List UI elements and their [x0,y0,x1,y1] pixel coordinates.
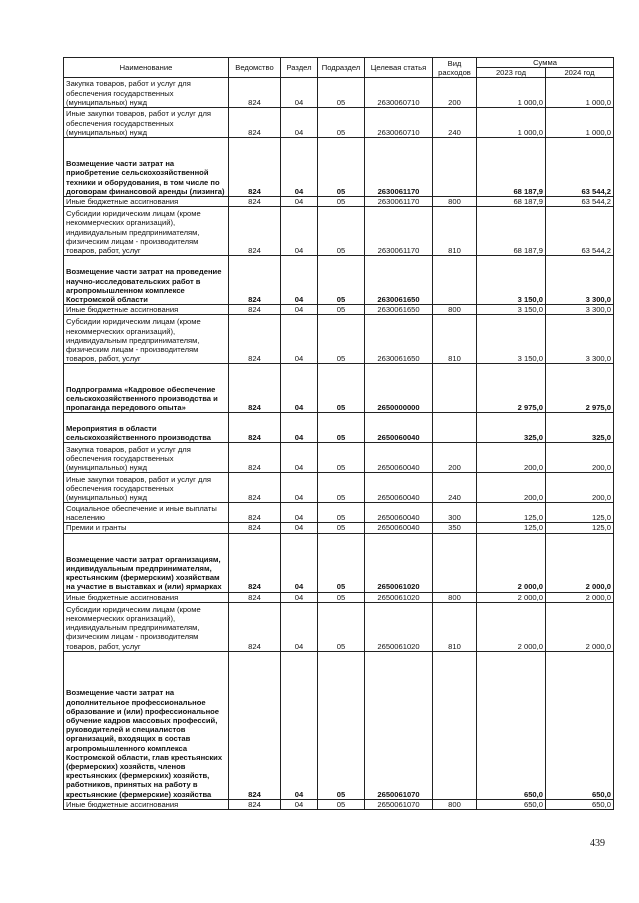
row-sum-2024: 63 544,2 [546,197,614,207]
row-vedomstvo: 824 [229,473,281,503]
header-expense-type: Вид расходов [433,58,477,78]
row-target-article: 2630061650 [365,256,433,305]
row-sum-2023: 68 187,9 [477,197,546,207]
row-razdel: 04 [281,197,318,207]
table-row [64,197,614,207]
row-podrazdel: 05 [318,108,365,138]
row-vedomstvo: 824 [229,799,281,809]
row-expense-type: 810 [433,315,477,364]
table-row [64,78,614,108]
budget-table [63,57,614,810]
row-expense-type: 200 [433,78,477,108]
row-expense-type [433,138,477,197]
row-name: Иные закупки товаров, работ и услуг для обеспечения государственных (муниципальных) нужд [64,473,229,503]
row-target-article: 2630061170 [365,207,433,256]
row-razdel: 04 [281,305,318,315]
row-sum-2024: 3 300,0 [546,315,614,364]
row-target-article: 2630060710 [365,108,433,138]
row-vedomstvo: 824 [229,78,281,108]
row-sum-2024: 2 000,0 [546,592,614,602]
table-row [64,602,614,651]
row-target-article: 2650061020 [365,533,433,592]
row-podrazdel: 05 [318,473,365,503]
row-name: Возмещение части затрат на дополнительное профессиональное образование и (или) профессиональное обучение кадров массовых профессий, руководителей и специалистов организаций, входящих в состав агропромышленного комплекса Костромской области, глав крестьянских (фермерских) хозяйств, членов крестьянских (фермерских) хозяйств, работников, принятых на работу в крестьянские (фермерские) хозяйства [64,651,229,799]
row-razdel: 04 [281,108,318,138]
row-podrazdel: 05 [318,799,365,809]
row-vedomstvo: 824 [229,443,281,473]
row-podrazdel: 05 [318,138,365,197]
table-row [64,256,614,305]
row-razdel: 04 [281,592,318,602]
row-podrazdel: 05 [318,78,365,108]
row-vedomstvo: 824 [229,197,281,207]
row-sum-2024: 125,0 [546,503,614,523]
header-razdel: Раздел [281,58,318,78]
row-razdel: 04 [281,364,318,413]
table-row [64,364,614,413]
table-row [64,523,614,533]
row-razdel: 04 [281,315,318,364]
row-name: Возмещение части затрат на проведение научно-исследовательских работ в агропромышленном комплексе Костромской области [64,256,229,305]
row-sum-2024: 1 000,0 [546,78,614,108]
row-vedomstvo: 824 [229,503,281,523]
row-expense-type: 800 [433,592,477,602]
row-sum-2023: 2 975,0 [477,364,546,413]
row-podrazdel: 05 [318,207,365,256]
row-sum-2024: 2 975,0 [546,364,614,413]
row-expense-type: 240 [433,473,477,503]
row-name: Иные закупки товаров, работ и услуг для обеспечения государственных (муниципальных) нужд [64,108,229,138]
table-row [64,533,614,592]
row-vedomstvo: 824 [229,602,281,651]
row-razdel: 04 [281,207,318,256]
row-name: Социальное обеспечение и иные выплаты населению [64,503,229,523]
row-razdel: 04 [281,256,318,305]
row-name: Иные бюджетные ассигнования [64,197,229,207]
row-sum-2024: 2 000,0 [546,602,614,651]
row-name: Субсидии юридическим лицам (кроме некоммерческих организаций), индивидуальным предпринимателям, физическим лицам - производителям товаров, работ, услуг [64,207,229,256]
row-target-article: 2630061170 [365,197,433,207]
row-name: Подпрограмма «Кадровое обеспечение сельскохозяйственного производства и пропаганда передового опыта» [64,364,229,413]
row-name: Субсидии юридическим лицам (кроме некоммерческих организаций), индивидуальным предпринимателям, физическим лицам - производителям товаров, работ, услуг [64,602,229,651]
row-razdel: 04 [281,78,318,108]
table-body [64,78,614,810]
row-expense-type [433,413,477,443]
row-sum-2023: 68 187,9 [477,138,546,197]
row-sum-2024: 325,0 [546,413,614,443]
row-podrazdel: 05 [318,592,365,602]
row-podrazdel: 05 [318,315,365,364]
row-target-article: 2630060710 [365,78,433,108]
row-sum-2024: 63 544,2 [546,207,614,256]
row-expense-type: 300 [433,503,477,523]
row-sum-2023: 1 000,0 [477,78,546,108]
row-vedomstvo: 824 [229,108,281,138]
table-row [64,473,614,503]
row-sum-2023: 125,0 [477,523,546,533]
header-sum: Сумма [477,58,614,68]
row-vedomstvo: 824 [229,315,281,364]
header-podrazdel: Подраздел [318,58,365,78]
row-target-article: 2630061650 [365,315,433,364]
row-razdel: 04 [281,523,318,533]
row-sum-2023: 2 000,0 [477,533,546,592]
row-name: Иные бюджетные ассигнования [64,592,229,602]
row-razdel: 04 [281,799,318,809]
row-sum-2024: 650,0 [546,651,614,799]
row-razdel: 04 [281,413,318,443]
row-name: Закупка товаров, работ и услуг для обеспечения государственных (муниципальных) нужд [64,443,229,473]
row-podrazdel: 05 [318,651,365,799]
row-target-article: 2650061070 [365,651,433,799]
table-row [64,443,614,473]
table-row [64,315,614,364]
row-podrazdel: 05 [318,443,365,473]
table-row [64,503,614,523]
table-row [64,413,614,443]
row-target-article: 2650060040 [365,443,433,473]
row-sum-2023: 3 150,0 [477,256,546,305]
row-podrazdel: 05 [318,533,365,592]
row-target-article: 2650061020 [365,602,433,651]
row-podrazdel: 05 [318,256,365,305]
row-sum-2024: 200,0 [546,443,614,473]
row-target-article: 2650060040 [365,413,433,443]
row-vedomstvo: 824 [229,364,281,413]
row-name: Иные бюджетные ассигнования [64,799,229,809]
row-expense-type: 240 [433,108,477,138]
row-sum-2023: 68 187,9 [477,207,546,256]
row-expense-type: 800 [433,799,477,809]
row-podrazdel: 05 [318,364,365,413]
row-target-article: 2650060040 [365,503,433,523]
table-row [64,651,614,799]
header-year-2024: 2024 год [546,68,614,78]
page-number: 439 [590,838,605,849]
row-expense-type: 800 [433,197,477,207]
header-name: Наименование [64,58,229,78]
row-target-article: 2650000000 [365,364,433,413]
row-sum-2024: 200,0 [546,473,614,503]
row-sum-2023: 200,0 [477,473,546,503]
row-vedomstvo: 824 [229,651,281,799]
row-podrazdel: 05 [318,602,365,651]
row-name: Иные бюджетные ассигнования [64,305,229,315]
row-expense-type: 200 [433,443,477,473]
row-expense-type [433,256,477,305]
row-vedomstvo: 824 [229,256,281,305]
row-sum-2023: 2 000,0 [477,592,546,602]
row-vedomstvo: 824 [229,138,281,197]
row-name: Возмещение части затрат на приобретение сельскохозяйственной техники и оборудования, в том числе по договорам финансовой аренды (лизинга) [64,138,229,197]
row-expense-type [433,651,477,799]
row-name: Субсидии юридическим лицам (кроме некоммерческих организаций), индивидуальным предпринимателям, физическим лицам - производителям товаров, работ, услуг [64,315,229,364]
table-row [64,799,614,809]
row-sum-2023: 650,0 [477,651,546,799]
row-vedomstvo: 824 [229,207,281,256]
table-header [64,58,614,78]
row-expense-type [433,364,477,413]
row-sum-2024: 125,0 [546,523,614,533]
row-sum-2024: 2 000,0 [546,533,614,592]
row-vedomstvo: 824 [229,305,281,315]
header-year-2023: 2023 год [477,68,546,78]
row-target-article: 2630061650 [365,305,433,315]
row-podrazdel: 05 [318,305,365,315]
row-sum-2024: 3 300,0 [546,256,614,305]
row-sum-2023: 2 000,0 [477,602,546,651]
row-razdel: 04 [281,138,318,197]
row-sum-2023: 325,0 [477,413,546,443]
row-razdel: 04 [281,651,318,799]
row-razdel: 04 [281,473,318,503]
row-target-article: 2650060040 [365,473,433,503]
row-podrazdel: 05 [318,503,365,523]
row-sum-2024: 63 544,2 [546,138,614,197]
row-podrazdel: 05 [318,413,365,443]
row-vedomstvo: 824 [229,592,281,602]
row-expense-type: 350 [433,523,477,533]
table-row [64,305,614,315]
row-podrazdel: 05 [318,197,365,207]
header-vedomstvo: Ведомство [229,58,281,78]
row-sum-2023: 3 150,0 [477,315,546,364]
header-target-article: Целевая статья [365,58,433,78]
row-sum-2024: 650,0 [546,799,614,809]
row-target-article: 2650061070 [365,799,433,809]
row-sum-2023: 125,0 [477,503,546,523]
row-name: Премии и гранты [64,523,229,533]
row-sum-2024: 3 300,0 [546,305,614,315]
row-name: Возмещение части затрат организациям, индивидуальным предпринимателям, крестьянским (фермерским) хозяйствам на участие в выставках и (или) ярмарках [64,533,229,592]
row-sum-2023: 1 000,0 [477,108,546,138]
row-podrazdel: 05 [318,523,365,533]
row-vedomstvo: 824 [229,533,281,592]
table-row [64,138,614,197]
row-expense-type: 810 [433,602,477,651]
row-sum-2023: 3 150,0 [477,305,546,315]
row-sum-2023: 200,0 [477,443,546,473]
row-razdel: 04 [281,503,318,523]
row-target-article: 2650061020 [365,592,433,602]
table-row [64,207,614,256]
row-sum-2023: 650,0 [477,799,546,809]
row-razdel: 04 [281,533,318,592]
table-row [64,108,614,138]
row-target-article: 2630061170 [365,138,433,197]
row-expense-type: 810 [433,207,477,256]
row-name: Мероприятия в области сельскохозяйственного производства [64,413,229,443]
row-razdel: 04 [281,443,318,473]
row-expense-type [433,533,477,592]
row-sum-2024: 1 000,0 [546,108,614,138]
table-row [64,592,614,602]
row-razdel: 04 [281,602,318,651]
row-vedomstvo: 824 [229,523,281,533]
row-expense-type: 800 [433,305,477,315]
row-name: Закупка товаров, работ и услуг для обеспечения государственных (муниципальных) нужд [64,78,229,108]
row-vedomstvo: 824 [229,413,281,443]
row-target-article: 2650060040 [365,523,433,533]
